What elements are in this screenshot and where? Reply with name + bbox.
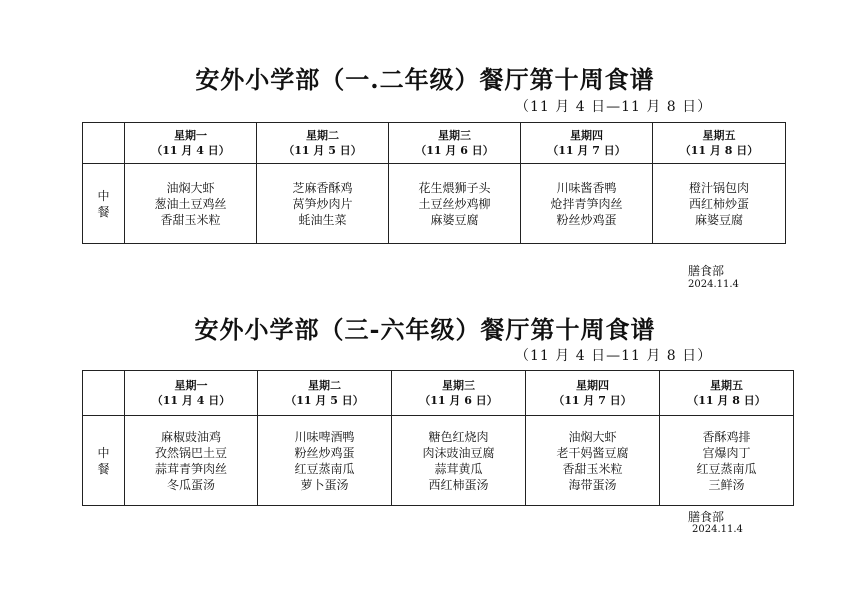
day-name: 星期四 xyxy=(570,129,603,142)
menu-table-grade-3-6 xyxy=(82,370,794,506)
header-corner-cell xyxy=(83,371,125,416)
dish-cell xyxy=(521,164,653,244)
day-date: （11 月 7 日） xyxy=(553,394,632,407)
dish-item: 香甜玉米粒 xyxy=(562,461,623,476)
dish-item: 葱油土豆鸡丝 xyxy=(154,196,227,211)
dish-item: 蚝油生菜 xyxy=(298,212,347,227)
dish-item: 油焖大虾 xyxy=(166,180,215,195)
dish-item: 花生煨狮子头 xyxy=(418,180,491,195)
dish-item: 冬瓜蛋汤 xyxy=(166,477,215,492)
day-date: （11 月 8 日） xyxy=(679,144,759,157)
dish-item: 海带蛋汤 xyxy=(568,477,617,492)
dish-cell xyxy=(389,164,521,244)
dish-item: 西红柿炒蛋 xyxy=(688,196,749,211)
day-date: （11 月 4 日） xyxy=(151,144,230,157)
menu-table-grade-1-2 xyxy=(82,122,786,244)
day-date: （11 月 6 日） xyxy=(419,394,498,407)
dish-item: 西红柿蛋汤 xyxy=(428,477,489,492)
dish-item: 芝麻香酥鸡 xyxy=(292,180,353,195)
meal-label-char: 餐 xyxy=(97,204,110,219)
header-day-cell xyxy=(125,371,258,416)
lunch-row xyxy=(83,164,786,244)
menu-title-grade-1-2: 安外小学部（一.二年级）餐厅第十周食谱 xyxy=(195,65,655,94)
day-date: （11 月 8 日） xyxy=(687,394,766,407)
meal-label-cell xyxy=(83,416,125,506)
dish-item: 蒜茸青笋肉丝 xyxy=(154,461,227,476)
dish-item: 红豆蒸南瓜 xyxy=(696,461,757,476)
dish-item: 萝卜蛋汤 xyxy=(300,477,349,492)
day-name: 星期一 xyxy=(174,379,208,392)
day-date: （11 月 5 日） xyxy=(283,144,362,157)
menu-title-grade-3-6: 安外小学部（三-六年级）餐厅第十周食谱 xyxy=(194,315,656,344)
header-day-cell xyxy=(392,371,526,416)
dish-cell xyxy=(653,164,786,244)
menu-date-range: （11 月 4 日—11 月 8 日） xyxy=(515,99,713,115)
dish-item: 糖色红烧肉 xyxy=(428,429,489,444)
meal-label-char: 中 xyxy=(97,188,110,203)
dish-item: 炝拌青笋肉丝 xyxy=(550,196,623,211)
dish-item: 粉丝炒鸡蛋 xyxy=(556,212,617,227)
dish-cell xyxy=(125,416,258,506)
dish-cell xyxy=(257,164,389,244)
dish-item: 肉沫豉油豆腐 xyxy=(422,445,495,460)
dish-item: 香甜玉米粒 xyxy=(160,212,221,227)
day-name: 星期五 xyxy=(702,129,736,142)
header-day-cell xyxy=(257,123,389,164)
table-header-row xyxy=(83,123,786,164)
day-name: 星期二 xyxy=(308,379,341,392)
dish-item: 麻婆豆腐 xyxy=(430,212,479,227)
day-name: 星期一 xyxy=(174,129,207,142)
dish-item: 蒜茸黄瓜 xyxy=(434,461,483,476)
dish-cell xyxy=(125,164,257,244)
day-date: （11 月 5 日） xyxy=(285,394,364,407)
dish-item: 老干妈酱豆腐 xyxy=(556,445,629,460)
meal-label-char: 中 xyxy=(97,445,110,460)
signature-date: 2024.11.4 xyxy=(692,524,743,535)
day-date: （11 月 6 日） xyxy=(415,144,494,157)
signature-dept: 膳食部 xyxy=(688,264,725,278)
dish-cell xyxy=(392,416,526,506)
dish-item: 川味酱香鸭 xyxy=(556,180,617,195)
header-corner-cell xyxy=(83,123,125,164)
day-name: 星期三 xyxy=(438,129,471,142)
signature-dept: 膳食部 xyxy=(688,510,725,524)
day-name: 星期四 xyxy=(576,379,609,392)
table-header-row xyxy=(83,371,794,416)
header-day-cell xyxy=(521,123,653,164)
dish-item: 油焖大虾 xyxy=(568,429,617,444)
day-date: （11 月 7 日） xyxy=(547,144,626,157)
day-date: （11 月 4 日） xyxy=(151,394,231,407)
dish-item: 橙汁锅包肉 xyxy=(688,180,749,195)
day-name: 星期五 xyxy=(710,379,743,392)
dish-item: 宫爆肉丁 xyxy=(702,445,751,460)
header-day-cell xyxy=(258,371,392,416)
menu-date-range: （11 月 4 日—11 月 8 日） xyxy=(515,348,713,364)
day-name: 星期三 xyxy=(442,379,475,392)
dish-cell xyxy=(258,416,392,506)
dish-item: 莴笋炒肉片 xyxy=(292,196,353,211)
day-name: 星期二 xyxy=(306,129,339,142)
dish-item: 麻椒豉油鸡 xyxy=(160,429,221,444)
header-day-cell xyxy=(653,123,786,164)
header-day-cell xyxy=(389,123,521,164)
dish-item: 孜然锅巴土豆 xyxy=(154,445,227,460)
dish-item: 红豆蒸南瓜 xyxy=(294,461,355,476)
dish-item: 三鲜汤 xyxy=(708,477,745,492)
header-day-cell xyxy=(660,371,794,416)
dish-item: 川味啤酒鸭 xyxy=(294,429,355,444)
dish-cell xyxy=(660,416,794,506)
lunch-row xyxy=(83,416,794,506)
dish-cell xyxy=(526,416,660,506)
dish-item: 粉丝炒鸡蛋 xyxy=(294,445,355,460)
header-day-cell xyxy=(125,123,257,164)
dish-item: 麻婆豆腐 xyxy=(694,212,743,227)
meal-label-char: 餐 xyxy=(97,461,110,476)
dish-item: 香酥鸡排 xyxy=(702,429,751,444)
dish-item: 土豆丝炒鸡柳 xyxy=(418,196,491,211)
header-day-cell xyxy=(526,371,660,416)
signature-date: 2024.11.4 xyxy=(688,279,739,290)
meal-label-cell xyxy=(83,164,125,244)
